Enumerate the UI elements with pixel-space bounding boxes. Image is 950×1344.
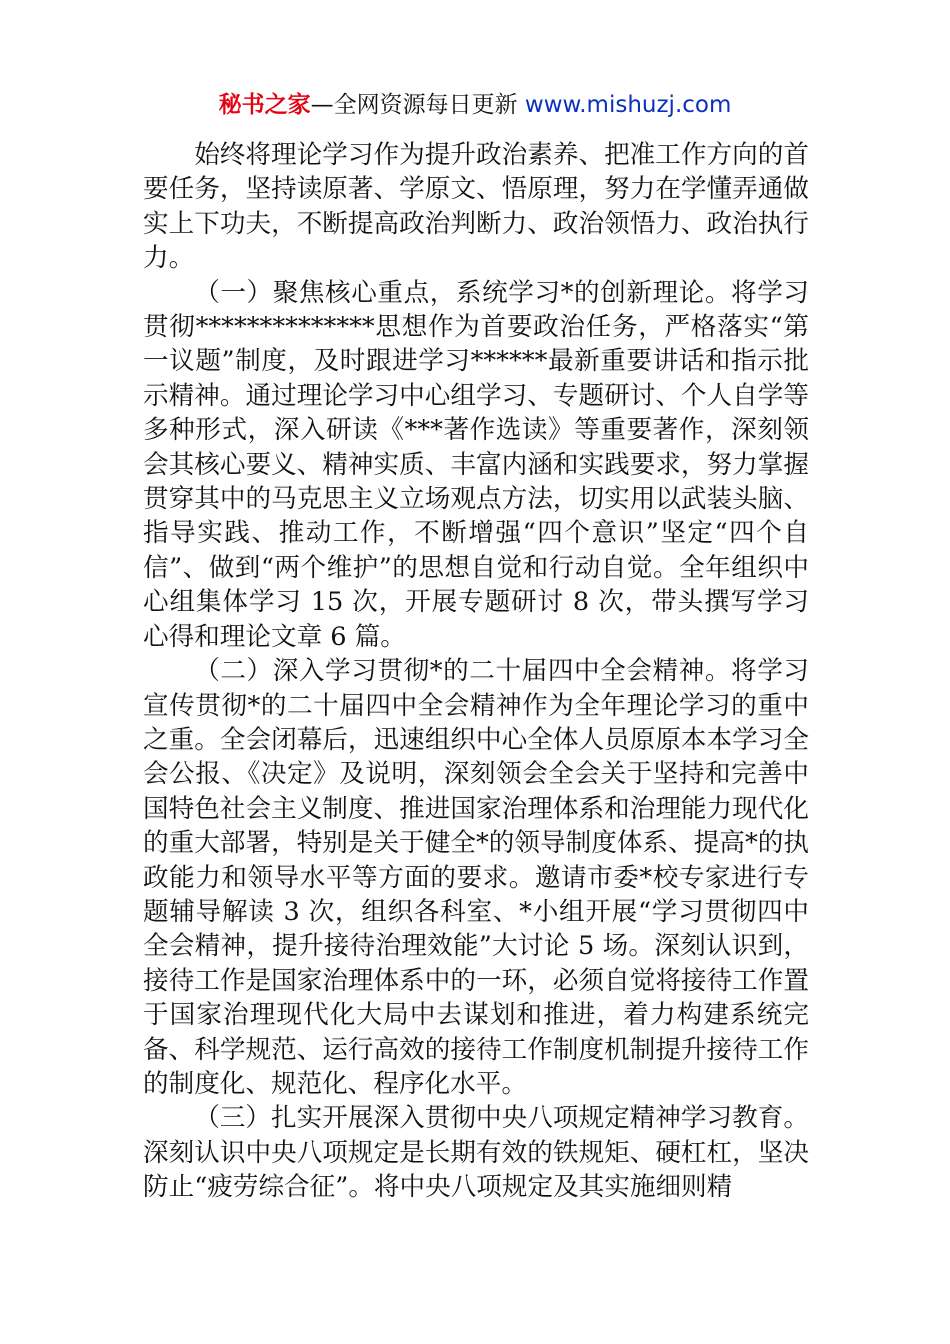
website-link[interactable]: www.mishuzj.com	[524, 92, 732, 118]
brand-name: 秘书之家	[218, 92, 311, 118]
document-body	[143, 138, 809, 1205]
page-header	[0, 88, 950, 122]
paragraph-section-2: （二）深入学习贯彻*的二十届四中全会精神。将学习宣传贯彻*的二十届四中全会精神作为全年理论学习的重中之重。全会闭幕后，迅速组织中心全体人员原原本本学习全会公报、《决定》及说明，深刻领会全会关于坚持和完善中国特色社会主义制度、推进国家治理体系和治理能力现代化的重大部署，特别是关于健全*的领导制度体系、提高*的执政能力和领导水平等方面的要求。邀请市委*校专家进行专题辅导解读 3 次，组织各科室、*小组开展“学习贯彻四中全会精神，提升接待治理效能”大讨论 5 场。深刻认识到，接待工作是国家治理体系中的一环，必须自觉将接待工作置于国家治理现代化大局中去谋划和推进，着力构建系统完备、科学规范、运行高效的接待工作制度机制提升接待工作的制度化、规范化、程序化水平。	[143, 656, 809, 1099]
header-tagline: 全网资源每日更新	[333, 92, 518, 118]
paragraph-section-1: （一）聚焦核心重点，系统学习*的创新理论。将学习贯彻**************思想作为首要政治任务，严格落实“第一议题”制度，及时跟进学习******最新重要讲话和指示批示精神。通过理论学习中心组学习、专题研讨、个人自学等多种形式，深入研读《***著作选读》等重要著作，深刻领会其核心要义、精神实质、丰富内涵和实践要求，努力掌握贯穿其中的马克思主义立场观点方法，切实用以武装头脑、指导实践、推动工作，不断增强“四个意识”坚定“四个自信”、做到“两个维护”的思想自觉和行动自觉。全年组织中心组集体学习 15 次，开展专题研讨 8 次，带头撰写学习心得和理论文章 6 篇。	[143, 277, 809, 652]
paragraph-section-3: （三）扎实开展深入贯彻中央八项规定精神学习教育。深刻认识中央八项规定是长期有效的铁规矩、硬杠杠，坚决防止“疲劳综合征”。将中央八项规定及其实施细则精	[143, 1103, 809, 1203]
header-dash: —	[310, 92, 334, 118]
paragraph-intro: 始终将理论学习作为提升政治素养、把准工作方向的首要任务，坚持读原著、学原文、悟原理，努力在学懂弄通做实上下功夫，不断提高政治判断力、政治领悟力、政治执行力。	[143, 140, 809, 274]
